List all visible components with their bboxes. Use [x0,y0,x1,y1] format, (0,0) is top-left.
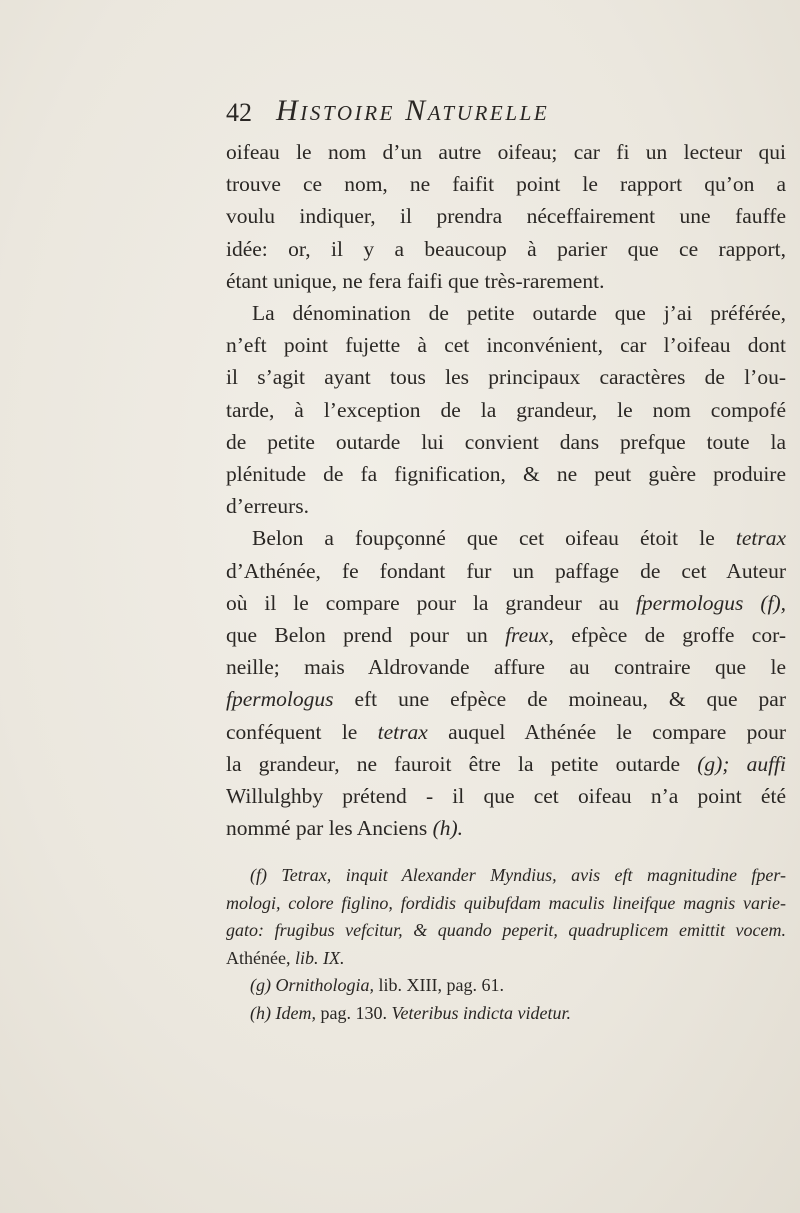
text-line: tarde, à l’exception de la grandeur, le nom compofé [226,397,786,422]
text-segment: nommé par les Anciens [226,816,433,841]
footnote-text: Tetrax, inquit Alexander Myndius, avis eft magnitudine fper- [281,865,786,885]
footnote-ref-f: (f), [743,590,786,615]
text-segment: efpèce de groffe cor- [553,623,786,648]
footnote-text: Ornithologia, [275,975,375,995]
italic-word: tetrax [735,526,786,551]
footnote-text: lib. XIII, pag. 61. [374,975,504,995]
paragraph-2 [226,297,786,522]
text-segment: la grandeur, ne fauroit être la petite outarde [226,751,698,776]
footnote-line: mologi, colore figlino, fordidis quibufdam maculis lineifque magnis varie- [226,892,786,913]
text-line: voulu indiquer, il prendra néceffairement une fauffe [226,204,786,229]
text-segment: eft une efpèce de moineau, & que par [333,687,786,712]
footnote-line [226,972,786,1000]
footnote-ref-h: (h). [432,816,464,841]
footnotes [226,862,786,1027]
text-line [226,748,786,780]
text-line: La dénomination de petite outarde que j’ai préférée, [252,301,786,326]
text-line [226,716,786,748]
text-segment: où il le compare pour la grandeur au [226,590,636,615]
text-line [226,587,786,619]
footnote-text: Idem, [275,1002,316,1023]
text-segment: conféquent le [226,719,378,744]
footnote-label: (f) [250,865,282,885]
page-number: 42 [226,98,252,127]
footnote-g [226,972,786,1000]
text-segment: que Belon prend pour un [226,623,506,648]
body-text [226,136,786,844]
italic-word: tetrax [377,719,428,744]
footnote-line: gato: frugibus vefcitur, & quando peperit, quadruplicem emittit vocem. [226,920,786,940]
running-title: Histoire Naturelle [276,94,550,127]
italic-word: fpermologus [635,590,744,615]
text-line: oifeau le nom d’un autre oifeau; car fi un lecteur qui [226,140,786,164]
text-line: Willulghby prétend - il que cet oifeau n’a point été [226,784,786,809]
text-line: d’erreurs. [226,494,309,519]
text-line [226,812,786,844]
text-line: trouve ce nom, ne faifit point le rapport qu’on a [226,172,786,197]
text-segment: auquel Athénée le compare pour [427,719,786,744]
paragraph-3 [226,522,786,844]
text-line [226,619,786,651]
footnote-text: lib. IX. [294,947,345,968]
footnote-text: Athénée, [226,947,295,968]
text-line [226,522,786,554]
text-line: d’Athénée, fe fondant fur un paffage de cet Auteur [226,558,786,583]
footnote-ref-g: (g); auffi [697,751,787,776]
text-line [226,683,786,715]
text-line: neille; mais Aldrovande affure au contraire que le [226,655,786,680]
text-line: n’eft point fujette à cet inconvénient, car l’oifeau dont [226,333,786,358]
text-segment: Belon a foupçonné que cet oifeau étoit le [252,526,736,551]
text-line: étant unique, ne fera faifi que très-rarement. [226,268,605,293]
footnote-label: (h) [250,1002,276,1023]
footnote-line [226,945,786,973]
footnote-line [226,1000,786,1028]
paragraph-1 [226,136,786,297]
text-line: idée: or, il y a beaucoup à parier que ce rapport, [226,236,786,261]
footnote-f [226,862,786,972]
text-line: de petite outarde lui convient dans prefque toute la [226,429,786,454]
footnote-h [226,1000,786,1028]
text-line: il s’agit ayant tous les principaux caractères de l’ou- [226,365,786,390]
italic-word: freux, [505,623,554,648]
footnote-text: Veteribus indicta videtur. [391,1002,571,1023]
footnote-line [226,862,786,890]
footnote-text: pag. 130. [315,1002,392,1023]
italic-word: fpermologus [226,687,334,712]
page-header [226,92,686,132]
text-line: plénitude de fa fignification, & ne peut guère produire [226,462,786,487]
footnote-label: (g) [250,975,276,995]
